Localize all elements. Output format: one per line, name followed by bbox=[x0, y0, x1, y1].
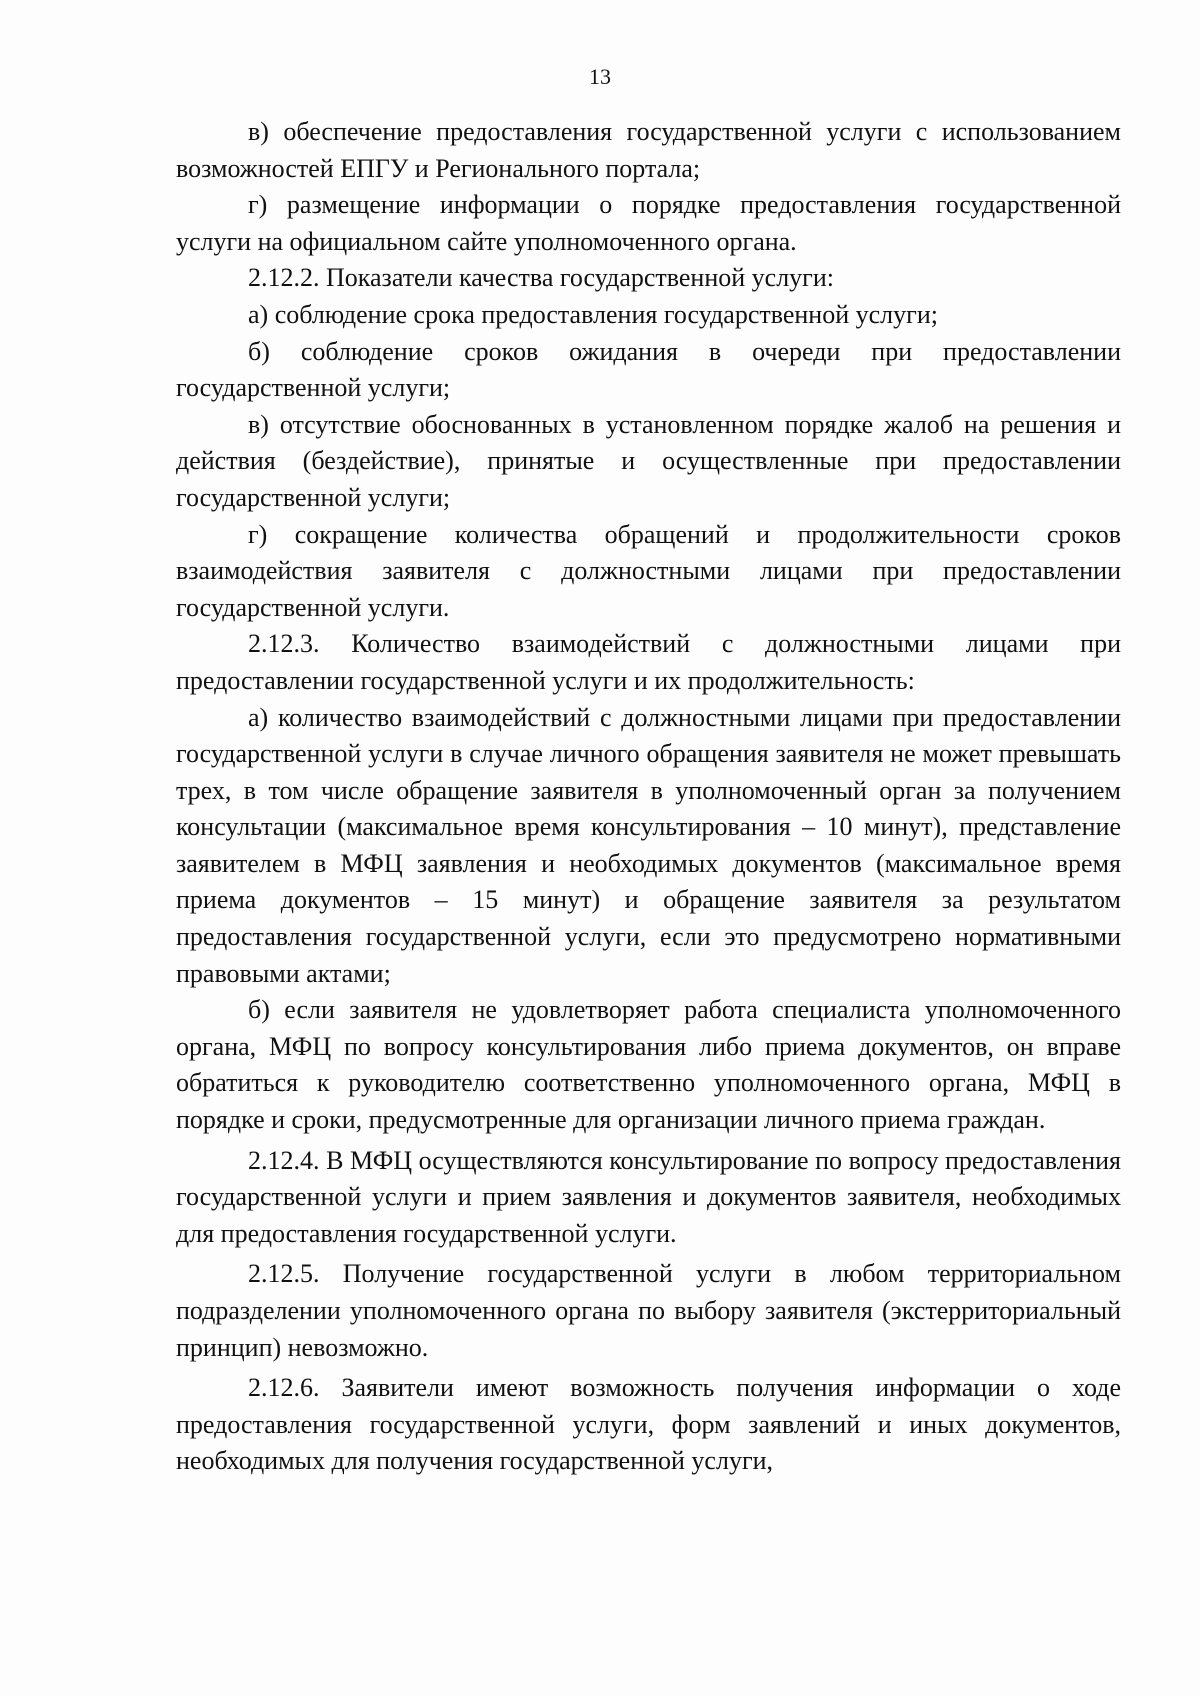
paragraph-2-12-4: 2.12.4. В МФЦ осуществляются консультирование по вопросу предоставления государственной услуги и прием заявления и документов заявителя, необходимых для предоставления государственной услуги. bbox=[176, 1145, 1121, 1248]
paragraph-2-12-3-b: б) если заявителя не удовлетворяет работа специалиста уполномоченного органа, МФЦ по вопросу консультирования либо приема документов, он вправе обратиться к руководителю соответственно уполномоченного органа, МФЦ в порядке и сроки, предусмотренные для организации личного приема граждан. bbox=[176, 995, 1121, 1135]
document-body bbox=[176, 114, 1121, 1480]
paragraph-2-12-5: 2.12.5. Получение государственной услуги в любом территориальном подразделении уполномоченного органа по выбору заявителя (экстерриториальный принцип) невозможно. bbox=[176, 1259, 1121, 1362]
paragraph-2-12-6: 2.12.6. Заявители имеют возможность получения информации о ходе предоставления государственной услуги, форм заявлений и иных документов, необходимых для получения государственной услуги, bbox=[176, 1373, 1121, 1476]
page-number: 13 bbox=[589, 64, 611, 89]
paragraph-2-12-2-a: а) соблюдение срока предоставления государственной услуги; bbox=[248, 299, 938, 329]
paragraph-2-12-2-g: г) сокращение количества обращений и продолжительности сроков взаимодействия заявителя с должностными лицами при предоставлении государственной услуги. bbox=[176, 519, 1121, 622]
paragraph-2-12-1-v: в) обеспечение предоставления государственной услуги с использованием возможностей ЕПГУ и Регионального портала; bbox=[176, 117, 1121, 183]
paragraph-2-12-1-g: г) размещение информации о порядке предоставления государственной услуги на официальном сайте уполномоченного органа. bbox=[176, 190, 1121, 256]
paragraph-2-12-3-a: а) количество взаимодействий с должностными лицами при предоставлении государственной услуги в случае личного обращения заявителя не может превышать трех, в том числе обращение заявителя в уполномоченный орган за получением консультации (максимальное время консультирования – 10 минут), представление заявителем в МФЦ заявления и необходимых документов (максимальное время приема документов – 15 минут) и обращение заявителя за результатом предоставления государственной услуги, если это предусмотрено нормативными правовыми актами; bbox=[176, 702, 1121, 988]
paragraph-2-12-2-heading: 2.12.2. Показатели качества государственной услуги: bbox=[248, 263, 834, 293]
paragraph-2-12-2-b: б) соблюдение сроков ожидания в очереди при предоставлении государственной услуги; bbox=[176, 336, 1121, 403]
paragraph-2-12-3-heading: 2.12.3. Количество взаимодействий с должностными лицами при предоставлении государственной услуги и их продолжительность: bbox=[176, 629, 1121, 695]
paragraph-2-12-2-v: в) отсутствие обоснованных в установленном порядке жалоб на решения и действия (бездействие), принятые и осуществленные при предоставлении государственной услуги; bbox=[176, 409, 1121, 512]
